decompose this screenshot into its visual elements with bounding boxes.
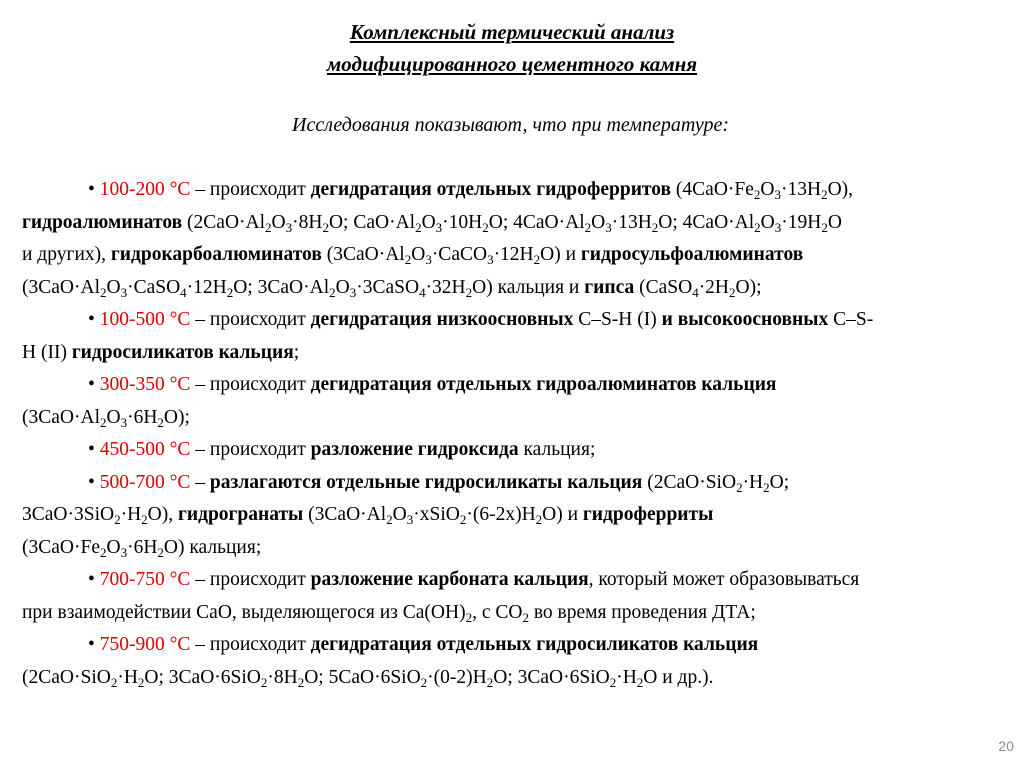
bold-term: гидрокарбоалюминатов — [110, 244, 322, 265]
text-segment: при взаимодействии CaO, выделяющегося из Ca(OH) — [22, 601, 466, 623]
subscript: 3 — [425, 252, 432, 267]
text-segment: (4CaO·Fe — [671, 179, 754, 200]
bold-term: дегидратация отдельных гидроалюминатов кальция — [310, 374, 777, 395]
subscript: 3 — [774, 187, 781, 202]
bullet-item-line — [22, 564, 1012, 597]
temperature-range: 500-700 °C — [99, 471, 191, 493]
text-segment: (2CaO·SiO — [22, 666, 111, 688]
subscript: 4 — [419, 284, 426, 300]
subscript: 2 — [636, 674, 644, 690]
text-segment: O — [591, 211, 606, 233]
bold-term: дегидратация отдельных гидросиликатов кальция — [310, 634, 759, 655]
bullet-item-line — [22, 369, 1012, 402]
text-segment: – — [190, 471, 210, 493]
text-segment: O), — [147, 504, 178, 525]
bold-term: гидросульфоалюминатов — [580, 244, 804, 265]
continuation-line — [22, 272, 1012, 305]
subscript: 3 — [120, 414, 128, 430]
subscript: 3 — [285, 219, 293, 235]
text-segment: O — [411, 244, 426, 265]
subscript: 2 — [754, 219, 761, 235]
subscript: 2 — [260, 674, 268, 690]
text-segment: • — [88, 374, 100, 395]
text-segment: ·xSiO — [413, 504, 460, 525]
text-segment: , который может образовываться — [588, 569, 860, 590]
bullet-item-line — [22, 174, 1012, 207]
temperature-range: 300-350 °C — [99, 374, 191, 395]
bullet-item-line — [22, 467, 1012, 500]
text-segment: ·12H — [186, 276, 227, 298]
text-segment: (3CaO·Al — [321, 244, 405, 265]
subscript: 2 — [420, 674, 428, 690]
text-segment: ·2H — [698, 276, 730, 298]
text-segment: ·19H — [781, 211, 822, 233]
text-segment: O; 3CaO·6SiO — [144, 666, 261, 688]
text-segment: (3CaO·Al — [303, 504, 387, 525]
text-segment: • — [88, 439, 100, 460]
subscript: 2 — [265, 219, 272, 235]
text-segment: (CaSO — [634, 276, 693, 298]
bold-term: гипса — [584, 276, 635, 298]
text-segment: и других), — [22, 244, 111, 265]
text-segment: 3CaO·3SiO — [22, 504, 115, 525]
text-segment: O; CaO·Al — [328, 211, 416, 233]
temperature-range: 100-500 °C — [99, 309, 191, 330]
slide-body — [22, 174, 1012, 694]
subscript: 2 — [821, 187, 828, 202]
text-segment: (3CaO·Al — [22, 276, 100, 298]
subscript: 3 — [435, 219, 443, 235]
text-segment: – происходит — [190, 569, 311, 590]
continuation-line — [22, 239, 1012, 272]
subscript: 2 — [729, 284, 736, 300]
text-segment: ·CaCO — [431, 244, 488, 265]
subscript: 4 — [180, 284, 187, 300]
text-segment: O); — [163, 406, 190, 428]
subscript: 2 — [99, 284, 107, 300]
text-segment: O) кальция и — [472, 276, 585, 298]
continuation-line — [22, 532, 1012, 565]
text-segment: C–S- — [828, 309, 874, 330]
bold-term: и высокоосновных — [661, 309, 829, 330]
subscript: 2 — [482, 219, 489, 235]
text-segment: ·H — [616, 666, 637, 688]
text-segment: ·8H — [267, 666, 298, 688]
continuation-line — [22, 662, 1012, 695]
text-segment: O; 4CaO·Al — [488, 211, 585, 233]
text-segment: O; 5CaO·6SiO — [304, 666, 421, 688]
text-segment: O), — [827, 179, 854, 200]
subscript: 2 — [137, 674, 145, 690]
subscript: 2 — [157, 414, 164, 430]
bold-term: гидроалюминатов — [22, 211, 183, 233]
subscript: 2 — [533, 252, 541, 267]
subscript: 2 — [141, 512, 148, 527]
text-segment: O — [106, 276, 121, 298]
text-segment: O — [392, 504, 407, 525]
subscript: 2 — [322, 219, 329, 235]
text-segment: C–S-H (I) — [573, 309, 662, 330]
bold-term: дегидратация отдельных гидроферритов — [310, 179, 672, 200]
text-segment: (2CaO·SiO — [642, 471, 737, 493]
subscript: 2 — [486, 674, 494, 690]
text-segment: O; 3CaO·Al — [233, 276, 330, 298]
subscript: 2 — [651, 219, 659, 235]
text-segment: ·8H — [292, 211, 323, 233]
subscript: 4 — [692, 284, 699, 300]
subscript: 2 — [609, 674, 617, 690]
text-segment: • — [88, 569, 100, 590]
continuation-line — [22, 597, 1012, 630]
subscript: 3 — [406, 512, 414, 527]
text-segment: ·(6-2x)H — [466, 504, 536, 525]
subscript: 2 — [157, 544, 164, 560]
text-segment: O — [760, 179, 775, 200]
subscript: 2 — [459, 512, 467, 527]
text-segment: – происходит — [190, 179, 311, 200]
text-segment: O — [106, 536, 121, 558]
subscript: 3 — [487, 252, 494, 267]
subscript: 2 — [114, 512, 121, 527]
text-segment: ·H — [742, 471, 764, 493]
page-number: 20 — [998, 738, 1014, 754]
text-segment: • — [88, 634, 100, 655]
temperature-range: 450-500 °C — [99, 439, 191, 460]
bold-term: разлагаются отдельные гидросиликаты кальция — [209, 471, 643, 493]
text-segment: ·13H — [611, 211, 652, 233]
subscript: 2 — [465, 284, 473, 300]
text-segment: ·6H — [127, 406, 158, 428]
bold-term: дегидратация низкоосновных — [310, 309, 574, 330]
text-segment: , с CO — [472, 601, 523, 623]
text-segment: ·CaSO — [127, 276, 181, 298]
text-segment: кальция; — [518, 439, 596, 460]
text-segment: ·H — [117, 666, 138, 688]
text-segment: ·3CaSO — [356, 276, 420, 298]
text-segment: – происходит — [190, 439, 311, 460]
subscript: 2 — [821, 219, 828, 235]
text-segment: • — [88, 179, 100, 200]
subscript: 2 — [736, 479, 743, 495]
subscript: 2 — [404, 252, 412, 267]
subscript: 2 — [584, 219, 592, 235]
subscript: 3 — [774, 219, 782, 235]
text-segment: ·32H — [425, 276, 466, 298]
subscript: 3 — [120, 284, 128, 300]
subscript: 2 — [465, 609, 473, 625]
text-segment: O) кальция; — [163, 536, 262, 558]
subscript: 2 — [535, 512, 543, 527]
text-segment: – происходит — [190, 309, 311, 330]
text-segment: ·13H — [781, 179, 822, 200]
continuation-line — [22, 337, 1012, 370]
text-segment: O — [421, 211, 436, 233]
bold-term: гидрогранаты — [178, 504, 304, 525]
text-segment: (3CaO·Fe — [22, 536, 100, 558]
continuation-line — [22, 499, 1012, 532]
text-segment: – происходит — [190, 634, 311, 655]
subscript: 2 — [522, 609, 529, 625]
text-segment: • — [88, 471, 100, 493]
subscript: 2 — [226, 284, 234, 300]
text-segment: O; 3CaO·6SiO — [493, 666, 610, 688]
subscript: 2 — [386, 512, 393, 527]
text-segment: O; 4CaO·Al — [658, 211, 755, 233]
text-segment: (3CaO·Al — [22, 406, 100, 428]
continuation-line — [22, 402, 1012, 435]
subscript: 2 — [99, 414, 107, 430]
text-segment: • — [88, 309, 100, 330]
slide-title-line-1: Комплексный термический анализ — [349, 20, 675, 44]
bullet-item-line — [22, 629, 1012, 662]
text-segment: O) и — [540, 244, 581, 265]
text-segment: ·(0-2)H — [427, 666, 487, 688]
text-segment: O) и — [542, 504, 583, 525]
text-segment: ·6H — [127, 536, 158, 558]
subscript: 2 — [297, 674, 305, 690]
subscript: 2 — [110, 674, 118, 690]
subscript: 3 — [349, 284, 357, 300]
temperature-range: 700-750 °C — [99, 569, 191, 590]
bullet-item-line — [22, 304, 1012, 337]
bold-term: гидросиликатов кальция — [71, 341, 294, 363]
subscript: 3 — [605, 219, 612, 235]
bold-term: разложение гидроксида — [310, 439, 519, 460]
subscript: 3 — [120, 544, 128, 560]
text-segment: O — [335, 276, 350, 298]
text-segment: O и др.). — [643, 666, 714, 688]
subscript: 2 — [763, 479, 770, 495]
bold-term: разложение карбоната кальция — [310, 569, 589, 590]
bullet-item-line — [22, 434, 1012, 467]
text-segment: ; — [293, 341, 300, 363]
bold-term: гидроферриты — [582, 504, 714, 525]
text-segment: ·12H — [493, 244, 534, 265]
subscript: 2 — [753, 187, 761, 202]
text-segment: ·H — [120, 504, 142, 525]
continuation-line — [22, 207, 1012, 240]
text-segment: O); — [735, 276, 762, 298]
text-segment: O; — [769, 471, 790, 493]
slide-title-line-2: модифицированного цементного камня — [326, 52, 698, 76]
subscript: 2 — [329, 284, 336, 300]
text-segment: во время проведения ДТА; — [528, 601, 756, 623]
slide-subtitle: Исследования показывают, что при температуре: — [292, 114, 730, 136]
subscript: 2 — [99, 544, 107, 560]
text-segment: O — [271, 211, 286, 233]
text-segment: O — [106, 406, 121, 428]
temperature-range: 100-200 °C — [99, 179, 191, 200]
temperature-range: 750-900 °C — [99, 634, 191, 655]
text-segment: H (II) — [22, 341, 72, 363]
text-segment: – происходит — [190, 374, 311, 395]
text-segment: ·10H — [442, 211, 483, 233]
text-segment: O — [760, 211, 775, 233]
text-segment: (2CaO·Al — [182, 211, 266, 233]
text-segment: O — [827, 211, 842, 233]
subscript: 2 — [415, 219, 422, 235]
